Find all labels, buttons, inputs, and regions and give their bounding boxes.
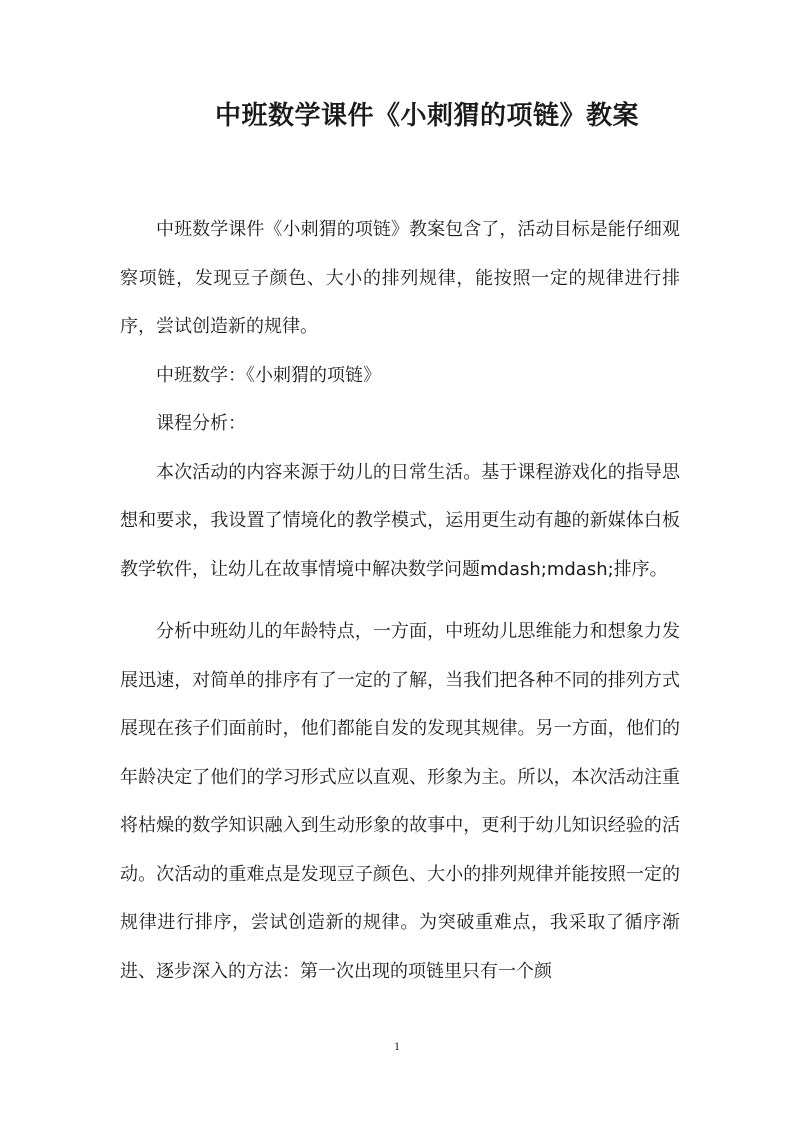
- document-body: [120, 206, 680, 996]
- paragraph-intro: 中班数学课件《小刺猬的项链》教案包含了，活动目标是能仔细观察项链，发现豆子颜色、大小的排列规律，能按照一定的规律进行排序，尝试创造新的规律。: [120, 219, 680, 337]
- page-number: 1: [394, 1039, 400, 1053]
- paragraph-age-analysis: 分析中班幼儿的年龄特点，一方面，中班幼儿思维能力和想象力发展迅速，对简单的排序有了一定的了解，当我们把各种不同的排列方式展现在孩子们面前时，他们都能自发的发现其规律。另一方面，他们的年龄决定了他们的学习形式应以直观、形象为主。所以，本次活动注重将枯燥的数学知识融入到生动形象的故事中，更利于幼儿知识经验的活动。次活动的重难点是发现豆子颜色、大小的排列规律并能按照一定的规律进行排序，尝试创造新的规律。为突破重难点，我采取了循序渐进、逐步深入的方法：第一次出现的项链里只有一个颜: [120, 621, 680, 982]
- paragraph-section-heading: 课程分析：: [156, 413, 246, 434]
- document-title: 中班数学课件《小刺猬的项链》教案: [214, 101, 639, 131]
- paragraph-subject: 中班数学：《小刺猬的项链》: [156, 364, 381, 386]
- paragraph-content-source: 本次活动的内容来源于幼儿的日常生活。基于课程游戏化的指导思想和要求，我设置了情境化的教学模式，运用更生动有趣的新媒体白板教学软件，让幼儿在故事情境中解决数学问题mdash;mdash;排序。: [120, 461, 680, 580]
